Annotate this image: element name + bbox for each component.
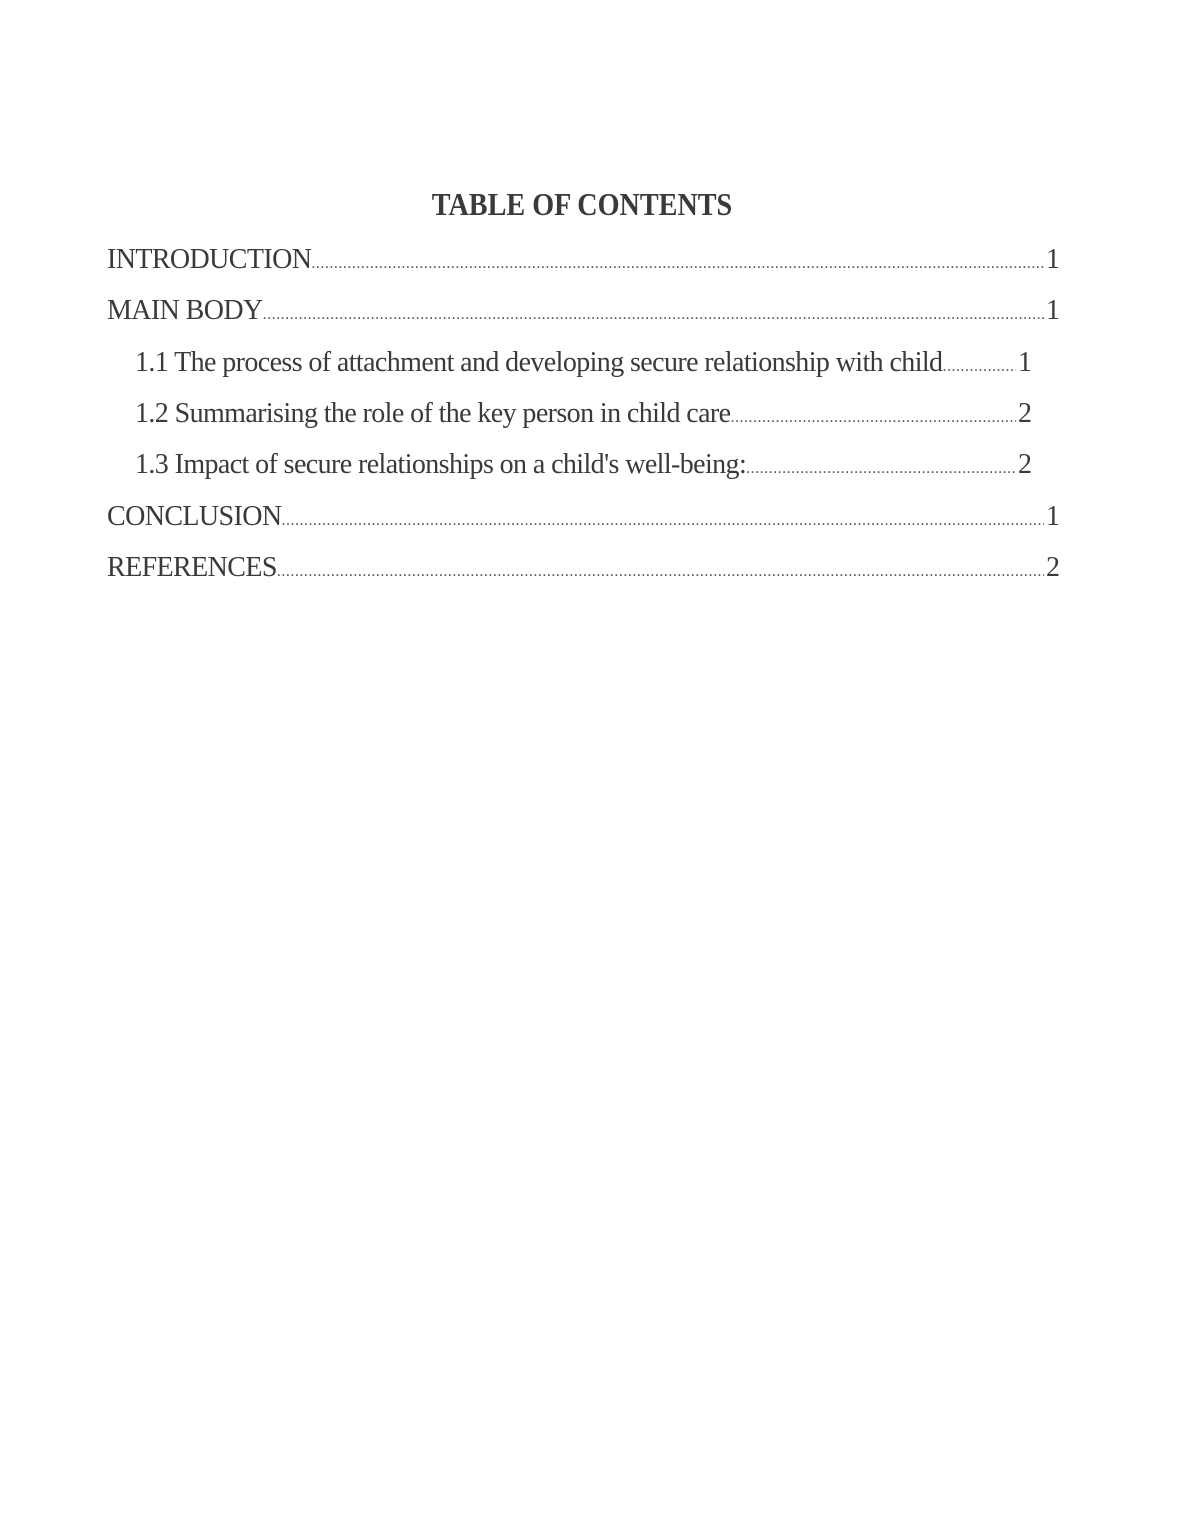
toc-leader-dots [730,398,1016,434]
toc-leader-dots [746,449,1016,485]
toc-entry-references[interactable] [107,548,1060,588]
toc-entry-label: 1.3 Impact of secure relationships on a child's well-being: [135,449,747,480]
toc-page-number: 1 [1046,501,1060,532]
toc-leader-dots [263,295,1044,331]
toc-entry-section-1-1[interactable] [135,343,1032,383]
toc-entry-conclusion[interactable] [107,497,1060,537]
toc-title: TABLE OF CONTENTS [431,186,733,222]
toc-entry-label: 1.1 The process of attachment and developing secure relationship with child [135,347,943,378]
toc-page-number: 1 [1046,295,1060,326]
toc-page-number: 2 [1018,398,1032,429]
toc-entry-section-1-2[interactable] [135,394,1032,434]
toc-page-number: 2 [1046,552,1060,583]
toc-entry-label: INTRODUCTION [107,244,312,275]
toc-page-number: 1 [1018,347,1032,378]
toc-leader-dots [942,347,1016,383]
toc-leader-dots [311,244,1044,280]
toc-entry-label: REFERENCES [107,552,277,583]
toc-entry-label: MAIN BODY [107,295,263,326]
toc-page-number: 2 [1018,449,1032,480]
toc-page-number: 1 [1046,244,1060,275]
toc-leader-dots [281,501,1044,537]
toc-entry-section-1-3[interactable] [135,445,1032,485]
toc-entry-introduction[interactable] [107,240,1060,280]
toc-entry-label: CONCLUSION [107,501,282,532]
toc-leader-dots [277,552,1044,588]
toc-entry-main-body[interactable] [107,291,1060,331]
toc-entry-label: 1.2 Summarising the role of the key person in child care [135,398,731,429]
